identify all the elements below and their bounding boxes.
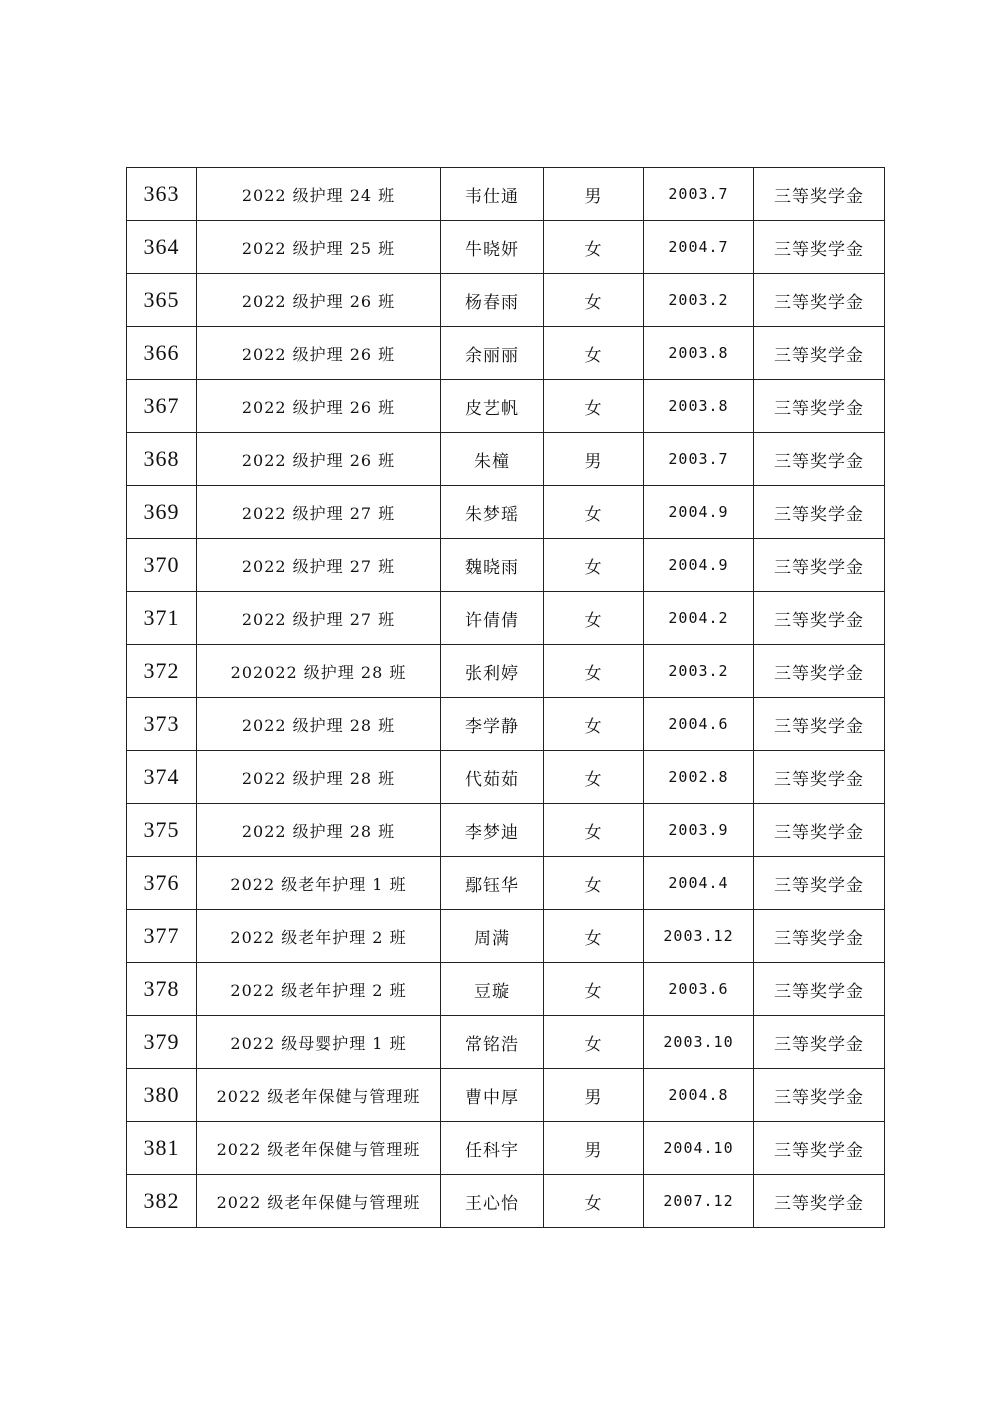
class-cell: 2022 级老年保健与管理班 — [197, 1175, 441, 1228]
gender-cell: 女 — [544, 698, 644, 751]
table-row — [127, 327, 885, 380]
table-row — [127, 751, 885, 804]
gender-cell: 女 — [544, 645, 644, 698]
class-cell: 2022 级老年护理 2 班 — [197, 963, 441, 1016]
serial-number-cell: 368 — [127, 433, 197, 486]
gender-cell: 女 — [544, 1175, 644, 1228]
class-cell: 2022 级护理 24 班 — [197, 168, 441, 221]
birth-date-cell: 2004.6 — [644, 698, 754, 751]
class-cell: 2022 级护理 26 班 — [197, 433, 441, 486]
birth-date-cell: 2003.7 — [644, 433, 754, 486]
table-row — [127, 910, 885, 963]
gender-cell: 女 — [544, 592, 644, 645]
birth-date-cell: 2007.12 — [644, 1175, 754, 1228]
class-cell: 2022 级护理 25 班 — [197, 221, 441, 274]
serial-number-cell: 381 — [127, 1122, 197, 1175]
birth-date-cell: 2004.2 — [644, 592, 754, 645]
class-cell: 2022 级护理 26 班 — [197, 274, 441, 327]
gender-cell: 女 — [544, 221, 644, 274]
serial-number-cell: 374 — [127, 751, 197, 804]
serial-number-cell: 380 — [127, 1069, 197, 1122]
birth-date-cell: 2003.2 — [644, 274, 754, 327]
birth-date-cell: 2004.7 — [644, 221, 754, 274]
class-cell: 2022 级护理 27 班 — [197, 486, 441, 539]
gender-cell: 女 — [544, 751, 644, 804]
award-cell: 三等奖学金 — [754, 539, 885, 592]
serial-number-cell: 375 — [127, 804, 197, 857]
table-row — [127, 274, 885, 327]
student-name-cell: 韦仕通 — [441, 168, 544, 221]
table-row — [127, 433, 885, 486]
award-cell: 三等奖学金 — [754, 910, 885, 963]
award-cell: 三等奖学金 — [754, 804, 885, 857]
award-cell: 三等奖学金 — [754, 486, 885, 539]
student-name-cell: 任科宇 — [441, 1122, 544, 1175]
class-cell: 2022 级老年护理 2 班 — [197, 910, 441, 963]
gender-cell: 女 — [544, 274, 644, 327]
class-cell: 2022 级护理 28 班 — [197, 804, 441, 857]
gender-cell: 男 — [544, 1122, 644, 1175]
award-cell: 三等奖学金 — [754, 327, 885, 380]
award-cell: 三等奖学金 — [754, 1016, 885, 1069]
birth-date-cell: 2003.12 — [644, 910, 754, 963]
class-cell: 202022 级护理 28 班 — [197, 645, 441, 698]
student-name-cell: 朱梦瑶 — [441, 486, 544, 539]
student-name-cell: 魏晓雨 — [441, 539, 544, 592]
class-cell: 2022 级护理 26 班 — [197, 327, 441, 380]
student-name-cell: 曹中厚 — [441, 1069, 544, 1122]
table-row — [127, 486, 885, 539]
table-row — [127, 1175, 885, 1228]
student-name-cell: 朱橦 — [441, 433, 544, 486]
table-row — [127, 1122, 885, 1175]
table-row — [127, 539, 885, 592]
student-name-cell: 牛晓妍 — [441, 221, 544, 274]
class-cell: 2022 级老年保健与管理班 — [197, 1122, 441, 1175]
gender-cell: 男 — [544, 433, 644, 486]
table-row — [127, 645, 885, 698]
gender-cell: 女 — [544, 486, 644, 539]
birth-date-cell: 2004.9 — [644, 486, 754, 539]
student-name-cell: 周满 — [441, 910, 544, 963]
student-name-cell: 代茹茹 — [441, 751, 544, 804]
birth-date-cell: 2004.8 — [644, 1069, 754, 1122]
table-row — [127, 963, 885, 1016]
table-row — [127, 1016, 885, 1069]
serial-number-cell: 377 — [127, 910, 197, 963]
birth-date-cell: 2002.8 — [644, 751, 754, 804]
birth-date-cell: 2003.10 — [644, 1016, 754, 1069]
birth-date-cell: 2003.6 — [644, 963, 754, 1016]
scholarship-roster-table — [126, 167, 885, 1228]
birth-date-cell: 2004.4 — [644, 857, 754, 910]
student-name-cell: 皮艺帆 — [441, 380, 544, 433]
table-row — [127, 1069, 885, 1122]
serial-number-cell: 366 — [127, 327, 197, 380]
gender-cell: 女 — [544, 539, 644, 592]
serial-number-cell: 370 — [127, 539, 197, 592]
gender-cell: 女 — [544, 857, 644, 910]
student-name-cell: 常铭浩 — [441, 1016, 544, 1069]
roster-body — [127, 168, 885, 1228]
student-name-cell: 鄢钰华 — [441, 857, 544, 910]
serial-number-cell: 379 — [127, 1016, 197, 1069]
gender-cell: 女 — [544, 910, 644, 963]
gender-cell: 女 — [544, 1016, 644, 1069]
gender-cell: 女 — [544, 380, 644, 433]
student-name-cell: 张利婷 — [441, 645, 544, 698]
birth-date-cell: 2003.8 — [644, 380, 754, 433]
student-name-cell: 余丽丽 — [441, 327, 544, 380]
award-cell: 三等奖学金 — [754, 1069, 885, 1122]
award-cell: 三等奖学金 — [754, 1175, 885, 1228]
class-cell: 2022 级护理 27 班 — [197, 592, 441, 645]
birth-date-cell: 2004.10 — [644, 1122, 754, 1175]
birth-date-cell: 2003.8 — [644, 327, 754, 380]
table-row — [127, 592, 885, 645]
serial-number-cell: 367 — [127, 380, 197, 433]
birth-date-cell: 2003.7 — [644, 168, 754, 221]
student-name-cell: 杨春雨 — [441, 274, 544, 327]
serial-number-cell: 371 — [127, 592, 197, 645]
award-cell: 三等奖学金 — [754, 645, 885, 698]
class-cell: 2022 级护理 28 班 — [197, 751, 441, 804]
gender-cell: 男 — [544, 1069, 644, 1122]
table-row — [127, 857, 885, 910]
serial-number-cell: 373 — [127, 698, 197, 751]
serial-number-cell: 382 — [127, 1175, 197, 1228]
table-row — [127, 380, 885, 433]
gender-cell: 女 — [544, 327, 644, 380]
award-cell: 三等奖学金 — [754, 221, 885, 274]
serial-number-cell: 372 — [127, 645, 197, 698]
class-cell: 2022 级护理 28 班 — [197, 698, 441, 751]
serial-number-cell: 364 — [127, 221, 197, 274]
award-cell: 三等奖学金 — [754, 698, 885, 751]
serial-number-cell: 363 — [127, 168, 197, 221]
award-cell: 三等奖学金 — [754, 857, 885, 910]
award-cell: 三等奖学金 — [754, 168, 885, 221]
class-cell: 2022 级老年护理 1 班 — [197, 857, 441, 910]
class-cell: 2022 级老年保健与管理班 — [197, 1069, 441, 1122]
gender-cell: 女 — [544, 804, 644, 857]
award-cell: 三等奖学金 — [754, 751, 885, 804]
serial-number-cell: 365 — [127, 274, 197, 327]
table-row — [127, 804, 885, 857]
birth-date-cell: 2003.9 — [644, 804, 754, 857]
student-name-cell: 李学静 — [441, 698, 544, 751]
table-row — [127, 698, 885, 751]
table-row — [127, 221, 885, 274]
award-cell: 三等奖学金 — [754, 963, 885, 1016]
award-cell: 三等奖学金 — [754, 380, 885, 433]
award-cell: 三等奖学金 — [754, 433, 885, 486]
class-cell: 2022 级母婴护理 1 班 — [197, 1016, 441, 1069]
gender-cell: 男 — [544, 168, 644, 221]
serial-number-cell: 378 — [127, 963, 197, 1016]
student-name-cell: 豆璇 — [441, 963, 544, 1016]
birth-date-cell: 2004.9 — [644, 539, 754, 592]
serial-number-cell: 376 — [127, 857, 197, 910]
student-name-cell: 许倩倩 — [441, 592, 544, 645]
serial-number-cell: 369 — [127, 486, 197, 539]
birth-date-cell: 2003.2 — [644, 645, 754, 698]
gender-cell: 女 — [544, 963, 644, 1016]
student-name-cell: 李梦迪 — [441, 804, 544, 857]
table-row — [127, 168, 885, 221]
award-cell: 三等奖学金 — [754, 592, 885, 645]
class-cell: 2022 级护理 27 班 — [197, 539, 441, 592]
class-cell: 2022 级护理 26 班 — [197, 380, 441, 433]
student-name-cell: 王心怡 — [441, 1175, 544, 1228]
award-cell: 三等奖学金 — [754, 274, 885, 327]
award-cell: 三等奖学金 — [754, 1122, 885, 1175]
